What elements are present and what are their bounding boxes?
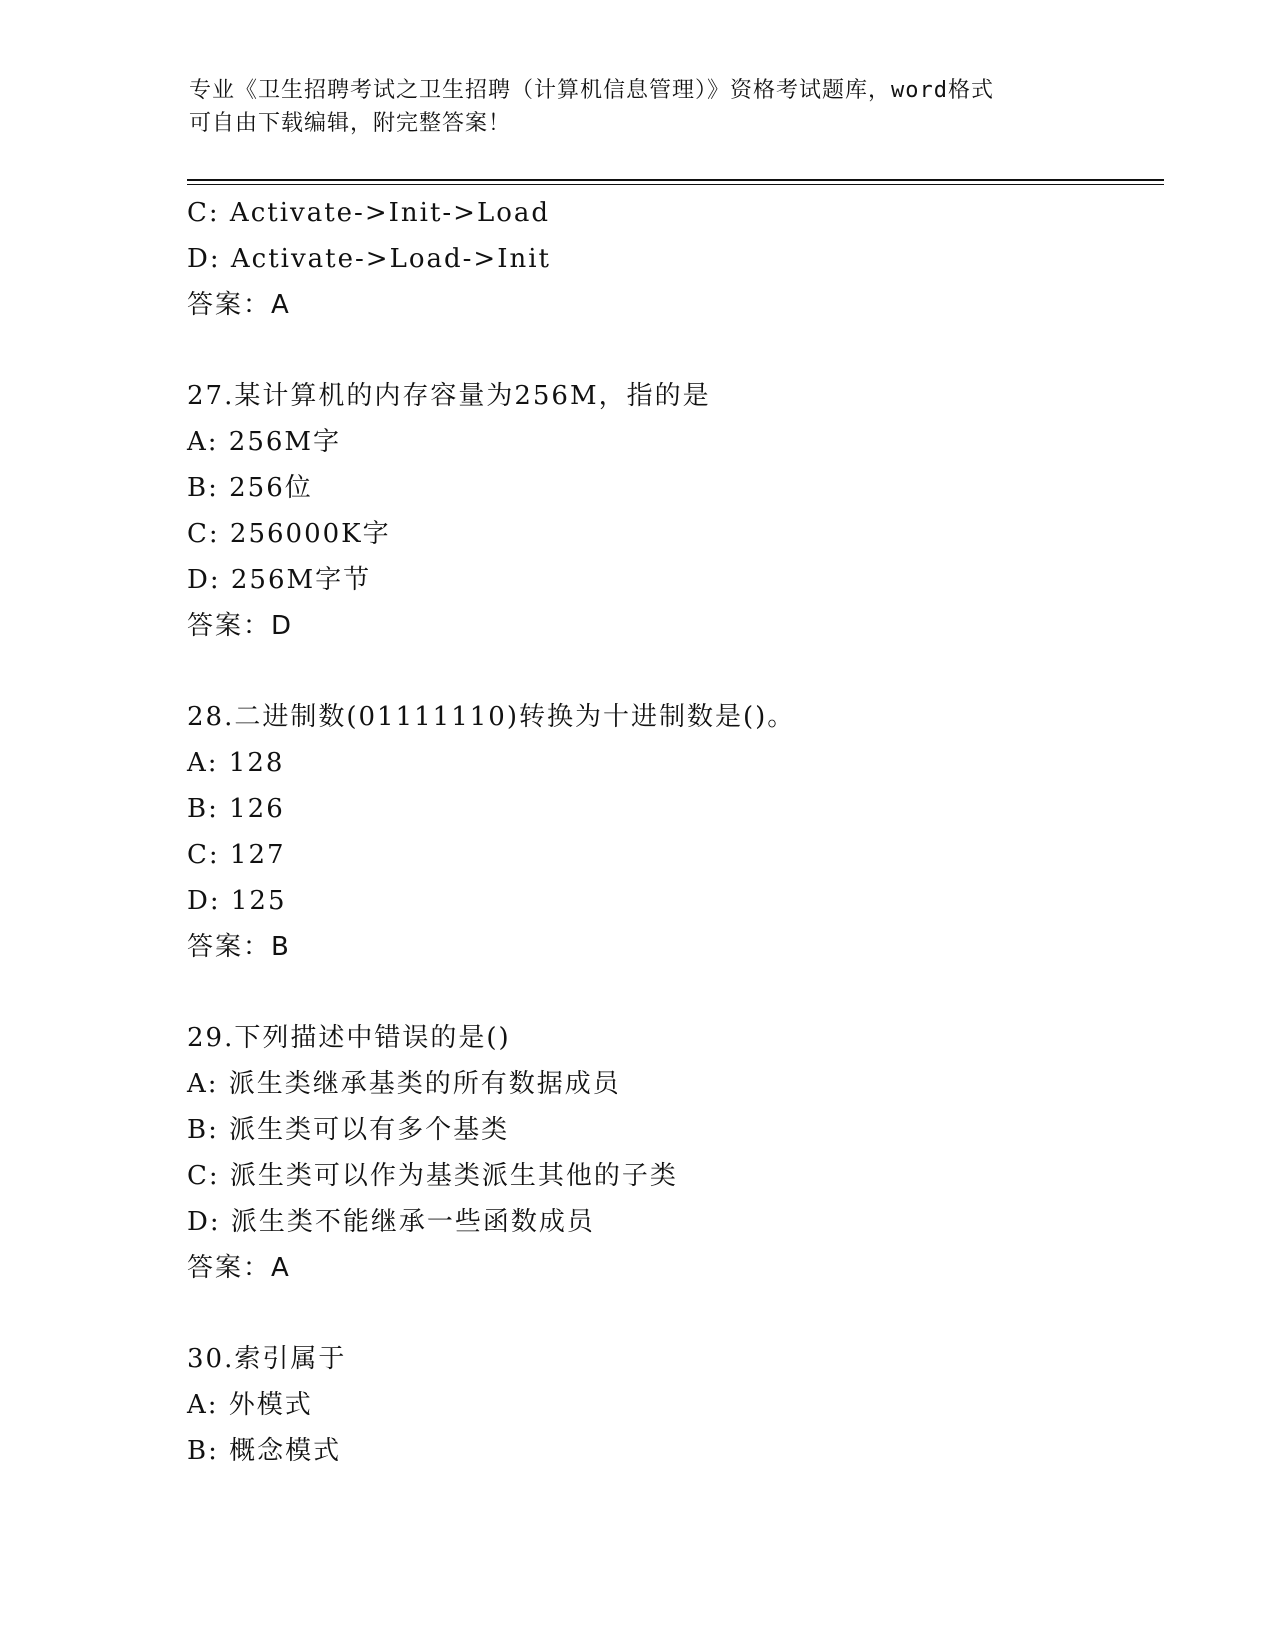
question-27 [187, 373, 1147, 649]
option-a: A: 派生类继承基类的所有数据成员 [187, 1069, 621, 1099]
option-d: D: 125 [187, 886, 287, 916]
option-c: C: 派生类可以作为基类派生其他的子类 [187, 1161, 678, 1191]
spacer [187, 649, 1147, 694]
question-stem: 27.某计算机的内存容量为256M，指的是 [187, 381, 711, 411]
question-stem: 29.下列描述中错误的是() [187, 1023, 511, 1053]
answer-line: 答案：A [187, 290, 291, 320]
answer-line: 答案：B [187, 932, 291, 962]
option-a: A: 256M字 [187, 427, 342, 457]
header-title-line-2: 可自由下载编辑，附完整答案！ [189, 111, 512, 136]
option-b: B: 126 [187, 794, 285, 824]
question-28 [187, 694, 1147, 970]
question-29 [187, 1015, 1147, 1291]
option-c: C: 256000K字 [187, 519, 391, 549]
question-30 [187, 1336, 1147, 1474]
header-title-line-1: 专业《卫生招聘考试之卫生招聘（计算机信息管理）》资格考试题库，word格式 [189, 78, 994, 103]
option-b: B: 256位 [187, 473, 313, 503]
spacer [187, 1291, 1147, 1336]
document-header [189, 74, 1089, 140]
option-b: B: 派生类可以有多个基类 [187, 1115, 510, 1145]
question-list [187, 190, 1147, 1474]
option-c: C: 127 [187, 840, 286, 870]
header-divider-thin [187, 184, 1164, 185]
option-a: A: 外模式 [187, 1390, 313, 1420]
question-stem: 28.二进制数(01111110)转换为十进制数是()。 [187, 702, 796, 732]
option-d: D: Activate->Load->Init [187, 244, 551, 274]
option-b: B: 概念模式 [187, 1436, 342, 1466]
spacer [187, 970, 1147, 1015]
header-divider-thick [187, 179, 1164, 181]
option-d: D: 256M字节 [187, 565, 372, 595]
answer-line: 答案：A [187, 1253, 291, 1283]
question-stem: 30.索引属于 [187, 1344, 347, 1374]
question-fragment [187, 190, 1147, 328]
answer-line: 答案：D [187, 611, 294, 641]
option-d: D: 派生类不能继承一些函数成员 [187, 1207, 595, 1237]
option-a: A: 128 [187, 748, 285, 778]
option-c: C: Activate->Init->Load [187, 198, 551, 228]
spacer [187, 328, 1147, 373]
